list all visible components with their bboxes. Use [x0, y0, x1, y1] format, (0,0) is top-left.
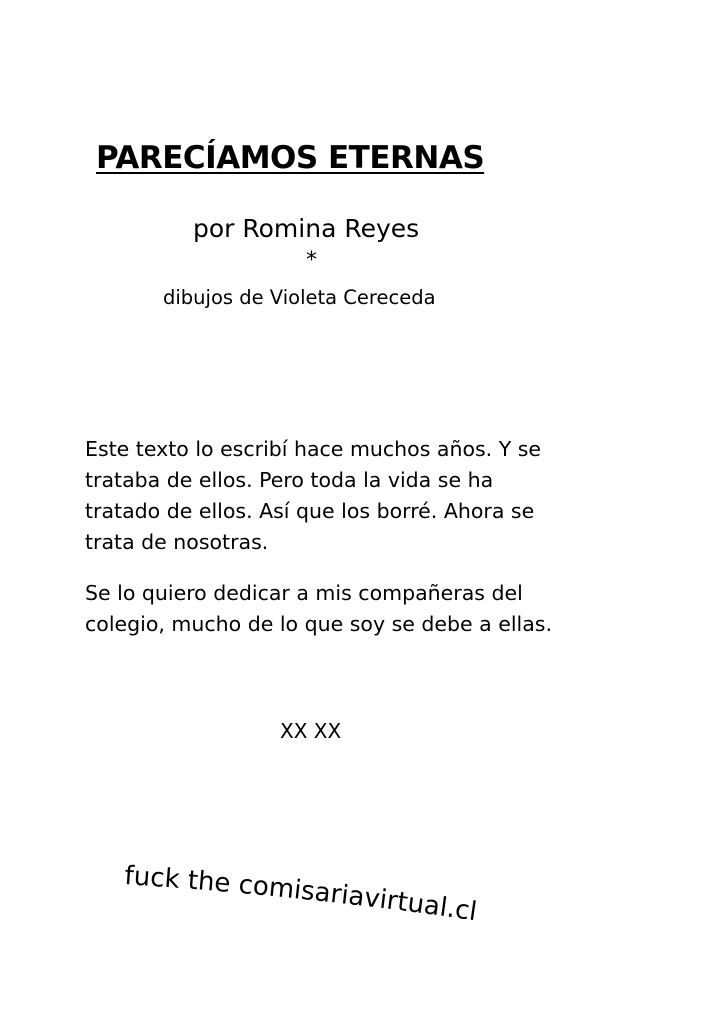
author-byline: por Romina Reyes	[193, 214, 420, 243]
document-title: PARECÍAMOS ETERNAS	[96, 140, 485, 176]
dedication-paragraph-1: Este texto lo escribí hace muchos años. Y se trataba de ellos. Pero toda la vida se ha tratado de ellos. Así que los borré. Ahora se trata de nosotras.	[85, 437, 542, 554]
dedication-paragraph-2: Se lo quiero dedicar a mis compañeras del colegio, mucho de lo que soy se debe a ellas.	[85, 581, 553, 636]
curved-slogan-text	[124, 861, 479, 927]
illustrator-credit: dibujos de Violeta Cereceda	[163, 286, 436, 309]
separator-asterisk: *	[306, 248, 317, 273]
signoff: XX XX	[280, 719, 342, 743]
curved-slogan	[100, 830, 520, 990]
curved-slogan-path: fuck the comisariavirtual.cl	[123, 861, 479, 928]
